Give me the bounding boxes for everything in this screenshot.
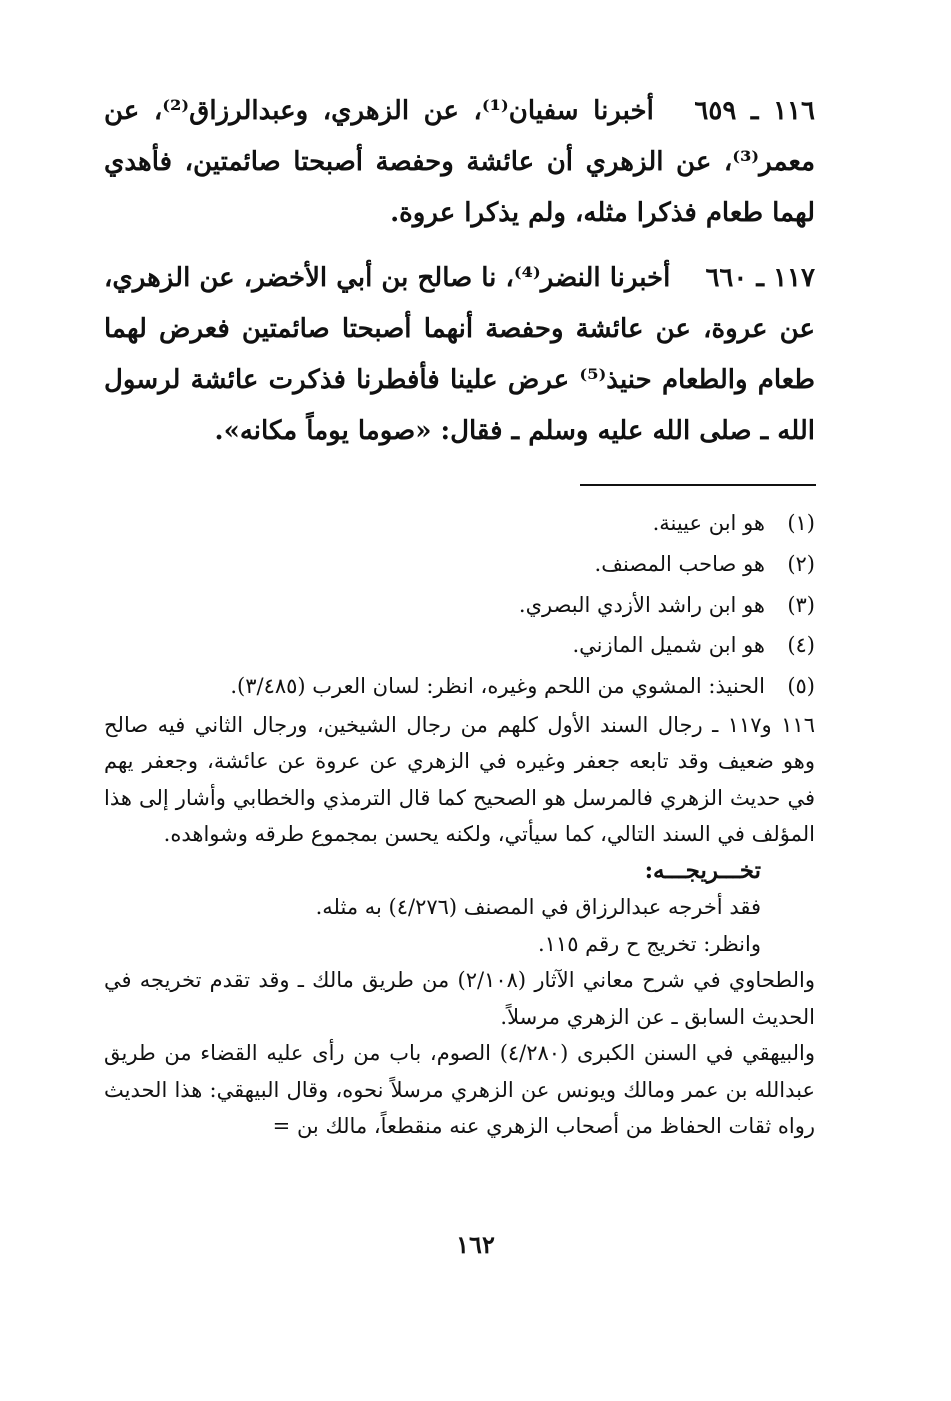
hadith-659: [104, 86, 815, 239]
takhrij-line: والبيهقي في السنن الكبرى (٤/٢٨٠) الصوم، باب من رأى عليه القضاء من طريق عبدالله بن عمر ومالك ويونس عن الزهري مرسلاً نحوه، وقال البيهقي: هذا الحديث رواه ثقات الحفاظ من أصحاب الزهري عنه منقطعاً، مالك بن =: [104, 1041, 815, 1139]
footnote-number: (١): [787, 511, 815, 535]
hadith-text: أخبرنا النضر⁽⁴⁾، نا صالح بن أبي الأخضر، عن الزهري، عن عروة، عن عائشة وحفصة أنهما أصبحتا صائمتين فعرض لهما طعام والطعام حنيذ⁽⁵⁾ عرض علينا فأفطرنا فذكرت عائشة لرسول الله ـ صلى الله عليه وسلم ـ فقال: «صوما يوماً مكانه».: [104, 263, 816, 446]
footnote-number: (٣): [787, 592, 815, 617]
footnote-number: (٥): [787, 674, 815, 699]
footnote-4: [104, 625, 815, 666]
commentary-grading: [104, 707, 815, 853]
hadith-number: ١١٧ ـ ٦٦٠: [705, 263, 815, 293]
footnote-text: هو ابن راشد الأزدي البصري.: [518, 592, 765, 617]
footnote-3: [104, 585, 815, 626]
footnote-number: (٢): [787, 551, 815, 576]
footnotes: [104, 503, 815, 1145]
page-number: ١٦٢: [456, 1230, 495, 1259]
hadith-number: ١١٦ ـ ٦٥٩: [694, 96, 815, 126]
commentary-text: رجال السند الأول كلهم من رجال الشيخين، ورجال الثاني فيه صالح وهو ضعيف وقد تابعه جعفر وغيره في الزهري عن عروة عن عائشة، وجعفر يهم في حديث الزهري فالمرسل هو الصحيح كما قال الترمذي والخطابي وأشار إلى هذا المؤلف في السند التالي، كما سيأتي، ولكنه يحسن بمجموع طرقه وشواهده.: [104, 712, 815, 847]
commentary-lead: ١١٦ و١١٧ ـ: [712, 712, 815, 737]
takhrij-line: وانظر: تخريج ح رقم ١١٥.: [537, 931, 761, 956]
footnote-text: هو ابن شميل المازني.: [572, 633, 765, 658]
footnote-1: [104, 503, 815, 544]
footnote-text: هو صاحب المصنف.: [594, 551, 765, 576]
hadith-text: أخبرنا سفيان⁽¹⁾، عن الزهري، وعبدالرزاق⁽²⁾، عن معمر⁽³⁾، عن الزهري أن عائشة وحفصة أصبحتا صائمتين، فأهدي لهما طعام فذكرا مثله، ولم يذكرا عروة.: [104, 96, 815, 228]
takhrij-line: فقد أخرجه عبدالرزاق في المصنف (٤/٢٧٦) به مثله.: [315, 895, 761, 920]
footnote-number: (٤): [787, 633, 815, 658]
main-text: [104, 86, 815, 471]
footnote-2: [104, 544, 815, 585]
footnote-separator: [580, 484, 816, 486]
takhrij-heading: تخـــريجـــه:: [644, 856, 761, 884]
takhrij-line: والطحاوي في شرح معاني الآثار (٢/١٠٨) من طريق مالك ـ وقد تقدم تخريجه في الحديث السابق ـ عن الزهري مرسلاً.: [104, 968, 815, 1029]
footnote-5: [104, 666, 815, 707]
footnote-text: هو ابن عيينة.: [652, 511, 765, 535]
footnote-text: الحنيذ: المشوي من اللحم وغيره، انظر: لسان العرب (٣/٤٨٥).: [230, 674, 765, 699]
hadith-660: [104, 253, 815, 457]
